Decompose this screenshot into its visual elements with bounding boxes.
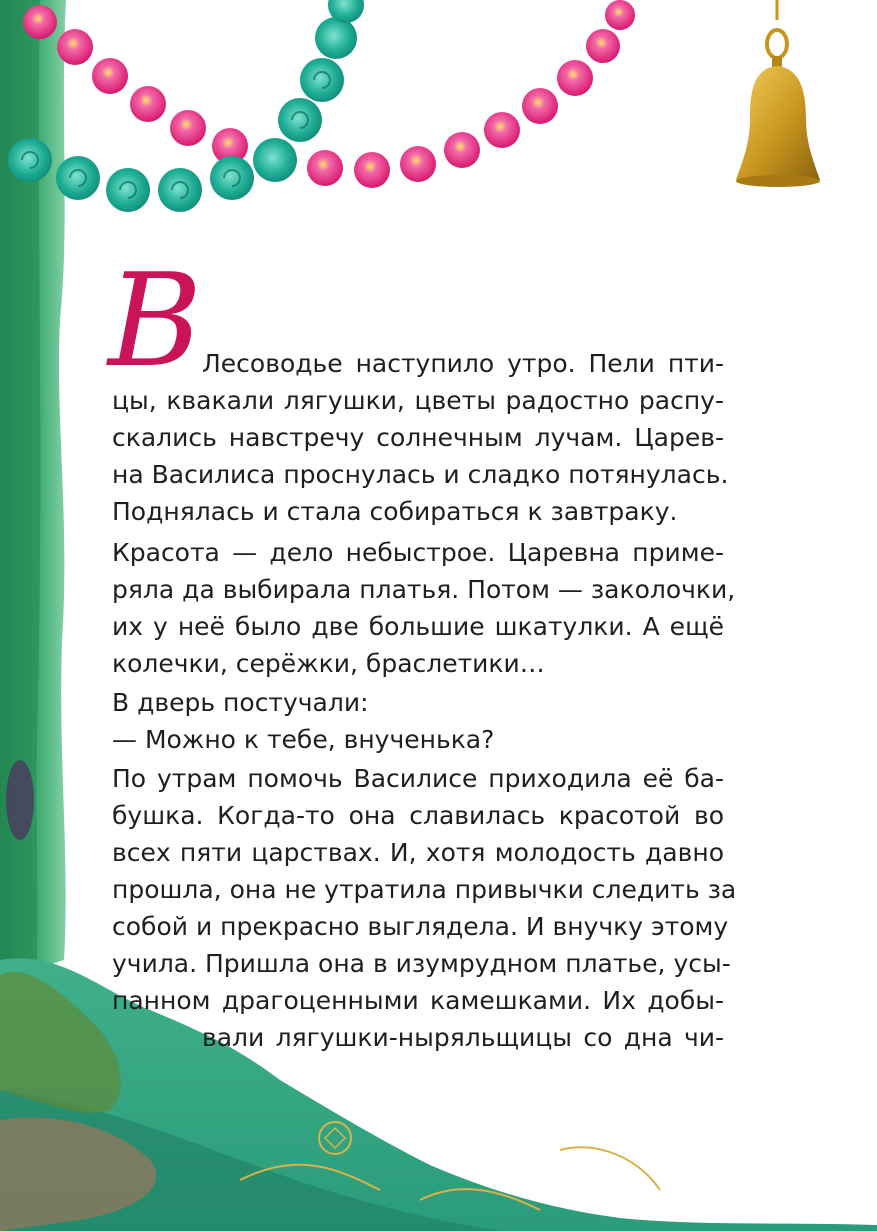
text-line: учила. Пришла она в изумрудном платье, усы- bbox=[112, 949, 731, 978]
text-line: цы, квакали лягушки, цветы радостно распу- bbox=[112, 386, 724, 415]
gold-bell-icon bbox=[736, 0, 820, 187]
text-line: Красота — дело небыстрое. Царевна приме- bbox=[112, 538, 724, 567]
text-line: колечки, серёжки, браслетики… bbox=[112, 649, 545, 678]
text-line: Лесоводье наступило утро. Пели пти- bbox=[202, 349, 724, 378]
text-line: Поднялась и стала собираться к завтраку. bbox=[112, 497, 678, 526]
text-line: их у неё было две большие шкатулки. А ещё bbox=[112, 612, 724, 641]
text-line: скались навстречу солнечным лучам. Царев- bbox=[112, 423, 724, 452]
text-line: вали лягушки-ныряльщицы со дна чи- bbox=[202, 1023, 724, 1052]
text-line: бушка. Когда-то она славилась красотой во bbox=[112, 801, 724, 830]
text-line: всех пяти царствах. И, хотя молодость давно bbox=[112, 838, 724, 867]
drop-cap-letter: В bbox=[108, 247, 203, 396]
text-line: По утрам помочь Василисе приходила её ба- bbox=[112, 764, 724, 793]
text-line: на Василиса проснулась и сладко потянулась. bbox=[112, 460, 729, 489]
text-line: панном драгоценными камешками. Их добы- bbox=[112, 986, 724, 1015]
text-line: В дверь постучали: bbox=[112, 688, 369, 717]
text-line: ряла да выбирала платья. Потом — заколочки, bbox=[112, 575, 736, 604]
text-line: прошла, она не утратила привычки следить за bbox=[112, 875, 737, 904]
text-line: собой и прекрасно выглядела. И внучку этому bbox=[112, 912, 729, 941]
text-line: — Можно к тебе, внученька? bbox=[112, 725, 495, 754]
